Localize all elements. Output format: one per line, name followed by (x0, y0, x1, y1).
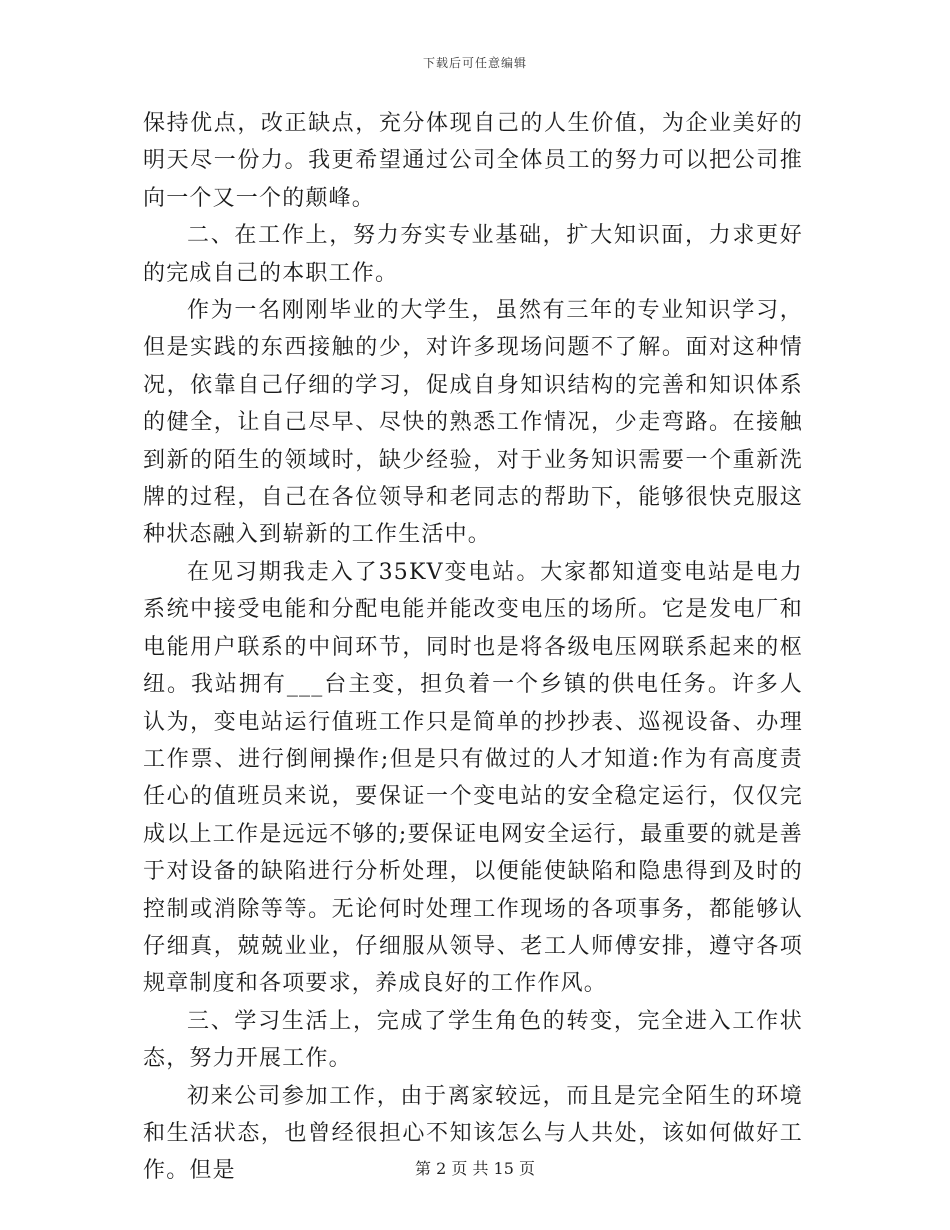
paragraph-1: 保持优点，改正缺点，充分体现自己的人生价值，为企业美好的明天尽一份力。我更希望通过公司全体员工的努力可以把公司推向一个又一个的颠峰。 (143, 111, 803, 211)
paragraph-5: 三、学习生活上，完成了学生角色的转变，完全进入工作状态，努力开展工作。 (143, 1008, 803, 1072)
page-footer: 第 2 页 共 15 页 (415, 1159, 535, 1178)
page-header: 下载后可任意编辑 (422, 56, 527, 70)
document-body (143, 105, 803, 1190)
paragraph-6: 初来公司参加工作，由于离家较远，而且是完全陌生的环境和生活状态，也曾经很担心不知该怎么与人共处，该如何做好工作。但是 (143, 1083, 803, 1184)
paragraph-4: 在见习期我走入了35KV变电站。大家都知道变电站是电力系统中接受电能和分配电能并能改变电压的场所。它是发电厂和电能用户联系的中间环节，同时也是将各级电压网联系起来的枢纽。我站拥有___台主变，担负着一个乡镇的供电任务。许多人认为，变电站运行值班工作只是简单的抄抄表、巡视设备、办理工作票、进行倒闸操作;但是只有做过的人才知道:作为有高度责任心的值班员来说，要保证一个变电站的安全稳定运行，仅仅完成以上工作是远远不够的;要保证电网安全运行，最重要的就是善于对设备的缺陷进行分析处理，以便能使缺陷和隐患得到及时的控制或消除等等。无论何时处理工作现场的各项事务，都能够认仔细真，兢兢业业，仔细服从领导、老工人师傅安排，遵守各项规章制度和各项要求，养成良好的工作作风。 (143, 559, 803, 997)
paragraph-2: 二、在工作上，努力夯实专业基础，扩大知识面，力求更好的完成自己的本职工作。 (143, 223, 803, 286)
paragraph-3: 作为一名刚刚毕业的大学生，虽然有三年的专业知识学习，但是实践的东西接触的少，对许多现场问题不了解。面对这种情况，依靠自己仔细的学习，促成自身知识结构的完善和知识体系的健全，让自己尽早、尽快的熟悉工作情况，少走弯路。在接触到新的陌生的领域时，缺少经验，对于业务知识需要一个重新洗牌的过程，自己在各位领导和老同志的帮助下，能够很快克服这种状态融入到崭新的工作生活中。 (143, 298, 803, 548)
